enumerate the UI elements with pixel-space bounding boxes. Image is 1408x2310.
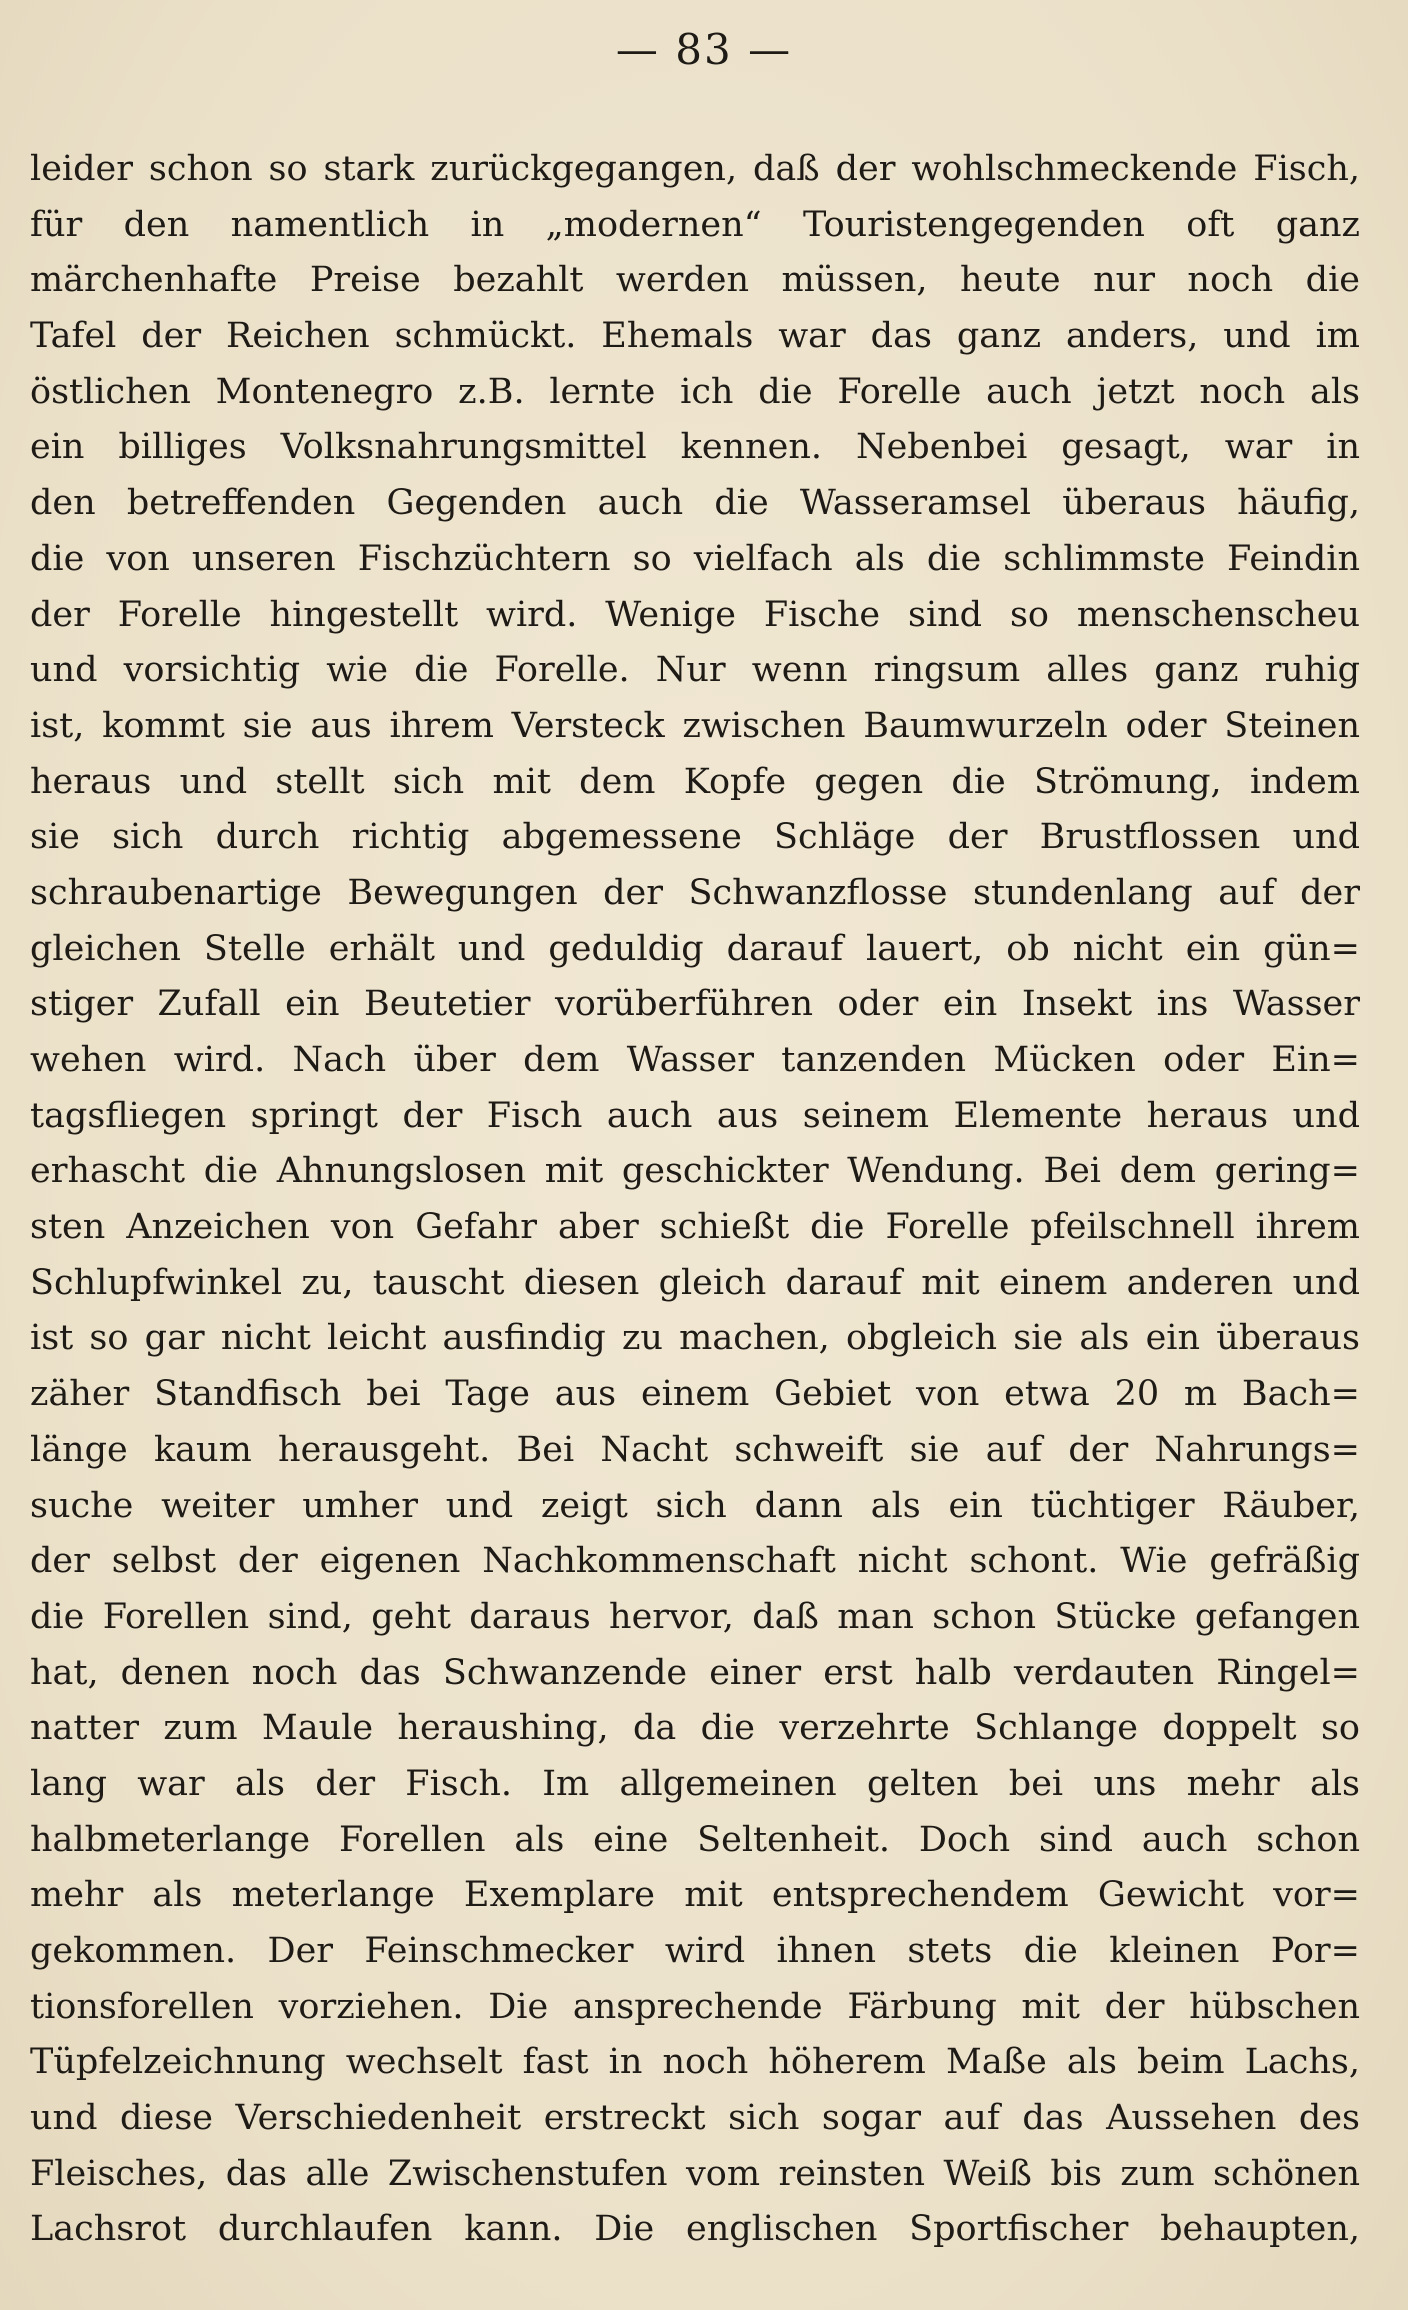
text-line: leider schon so stark zurückgegangen, daß der wohlschmeckende Fisch, [30,149,1360,189]
text-line: Schlupfwinkel zu, tauscht diesen gleich darauf mit einem anderen und [30,1262,1360,1303]
body-text [30,142,1360,2258]
text-line: gleichen Stelle erhält und geduldig darauf lauert, ob nicht ein gün= [30,928,1360,969]
text-line: zäher Standfisch bei Tage aus einem Gebiet von etwa 20 m Bach= [30,1374,1360,1415]
text-line: Tüpfelzeichnung wechselt fast in noch höherem Maße als beim Lachs, [30,2042,1360,2083]
text-line: mehr als meterlange Exemplare mit entsprechendem Gewicht vor= [30,1875,1360,1916]
text-line: suche weiter umher und zeigt sich dann als ein tüchtiger Räuber, [30,1485,1360,1526]
text-line: stiger Zufall ein Beutetier vorüberführen oder ein Insekt ins Wasser [30,984,1360,1025]
text-line: Lachsrot durchlaufen kann. Die englischen Sportfischer behaupten, [30,2209,1360,2250]
text-line: östlichen Montenegro z.B. lernte ich die Forelle auch jetzt noch als [30,371,1360,412]
text-line: natter zum Maule heraushing, da die verzehrte Schlange doppelt so [30,1708,1360,1749]
text-line: erhascht die Ahnungslosen mit geschickter Wendung. Bei dem gering= [30,1151,1360,1192]
text-line: der Forelle hingestellt wird. Wenige Fische sind so menschenscheu [30,594,1360,635]
text-line: und vorsichtig wie die Forelle. Nur wenn ringsum alles ganz ruhig [30,650,1360,691]
text-line: schraubenartige Bewegungen der Schwanzflosse stundenlang auf der [30,872,1360,913]
text-line: für den namentlich in „modernen“ Touristengegenden oft ganz [30,204,1360,245]
text-line: der selbst der eigenen Nachkommenschaft nicht schont. Wie gefräßig [30,1541,1360,1582]
text-line: gekommen. Der Feinschmecker wird ihnen stets die kleinen Por= [30,1931,1360,1971]
text-line: sie sich durch richtig abgemessene Schläge der Brustflossen und [30,817,1360,858]
text-line: hat, denen noch das Schwanzende einer erst halb verdauten Ringel= [30,1652,1360,1693]
text-line: Fleisches, das alle Zwischenstufen vom reinsten Weiß bis zum schönen [30,2153,1360,2194]
text-line: tionsforellen vorziehen. Die ansprechende Färbung mit der hübschen [30,1986,1360,2027]
text-line: ein billiges Volksnahrungsmittel kennen. Nebenbei gesagt, war in [30,427,1360,468]
text-line: wehen wird. Nach über dem Wasser tanzenden Mücken oder Ein= [30,1040,1360,1080]
page-number: — 83 — [615,25,793,74]
text-line: und diese Verschiedenheit erstreckt sich sogar auf das Aussehen des [30,2098,1360,2139]
text-line: die von unseren Fischzüchtern so vielfach als die schlimmste Feindin [30,538,1360,579]
text-line: den betreffenden Gegenden auch die Wasseramsel überaus häufig, [30,483,1360,524]
text-line: Tafel der Reichen schmückt. Ehemals war das ganz anders, und im [30,316,1360,357]
text-line: heraus und stellt sich mit dem Kopfe gegen die Strömung, indem [30,761,1360,802]
text-line: märchenhafte Preise bezahlt werden müssen, heute nur noch die [30,260,1360,301]
text-line: sten Anzeichen von Gefahr aber schießt die Forelle pfeilschnell ihrem [30,1207,1360,1248]
text-line: ist so gar nicht leicht ausfindig zu machen, obgleich sie als ein überaus [30,1318,1360,1359]
text-line: tagsfliegen springt der Fisch auch aus seinem Elemente heraus und [30,1095,1360,1136]
text-line: lang war als der Fisch. Im allgemeinen gelten bei uns mehr als [30,1763,1360,1804]
text-line: halbmeterlange Forellen als eine Seltenheit. Doch sind auch schon [30,1819,1360,1860]
text-line: die Forellen sind, geht daraus hervor, daß man schon Stücke gefangen [30,1596,1360,1637]
text-line: ist, kommt sie aus ihrem Versteck zwischen Baumwurzeln oder Steinen [30,705,1360,746]
text-line: länge kaum herausgeht. Bei Nacht schweift sie auf der Nahrungs= [30,1429,1360,1470]
